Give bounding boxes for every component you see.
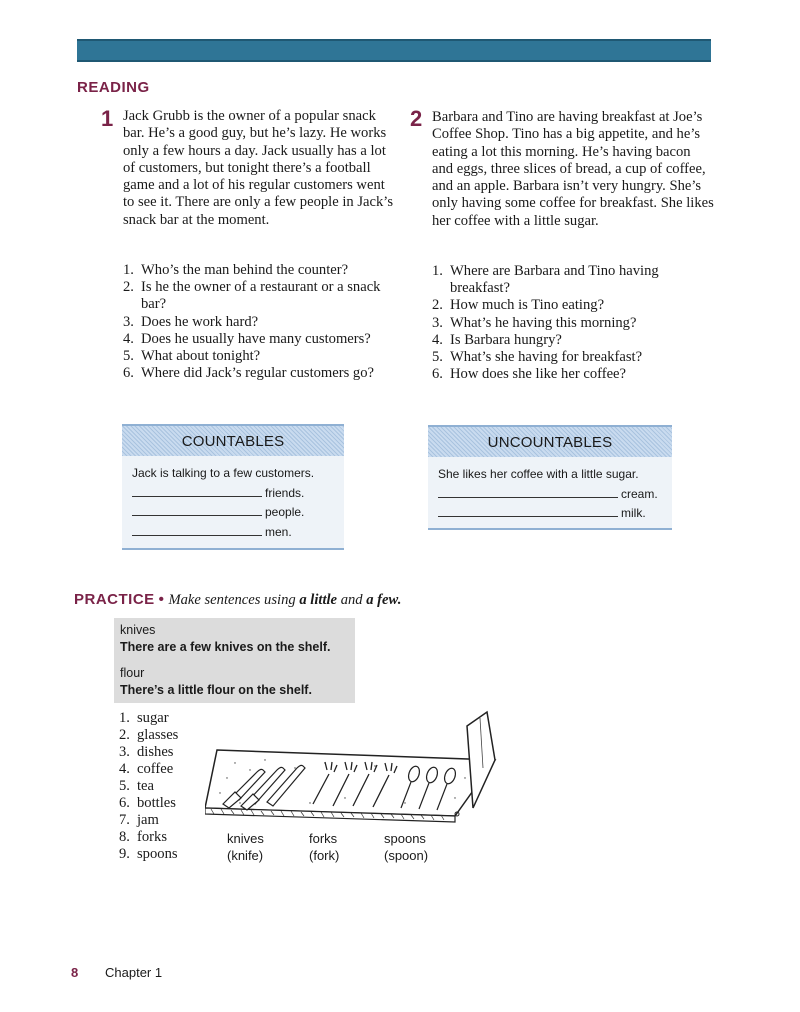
question-item: 3. Does he work hard? <box>123 313 259 330</box>
uncountables-item: milk. <box>621 506 646 520</box>
question-item: 2. How much is Tino eating? <box>432 297 605 314</box>
instruction-text: and <box>337 592 367 608</box>
example-word: flour <box>120 666 145 680</box>
practice-item: 2. glasses <box>119 727 179 743</box>
question-item: 4. Does he usually have many customers? <box>123 330 371 347</box>
practice-item-text: bottles <box>137 795 176 811</box>
caption-singular: (fork) <box>309 848 340 863</box>
countables-example: Jack is talking to a few customers. <box>132 466 315 480</box>
practice-item: 7. jam <box>119 812 159 828</box>
uncountables-body <box>428 457 672 528</box>
practice-item-text: forks <box>137 829 167 845</box>
section-1-questions <box>123 262 408 382</box>
caption-word: knives <box>227 831 264 846</box>
question-text: Where are Barbara and Tino having breakfast? <box>450 263 659 297</box>
uncountables-example: She likes her coffee with a little sugar. <box>438 467 639 481</box>
caption-singular: (knife) <box>227 848 264 863</box>
example-sentence: There’s a little flour on the shelf. <box>120 683 312 697</box>
question-item: 6. Where did Jack’s regular customers go? <box>123 365 375 382</box>
example-sentence: There are a few knives on the shelf. <box>120 640 331 654</box>
section-2-questions <box>432 263 717 383</box>
question-text: How much is Tino eating? <box>450 297 605 314</box>
question-text: Does he usually have many customers? <box>141 330 371 347</box>
uncountables-bottom-rule <box>428 528 672 530</box>
example-word: knives <box>120 623 156 637</box>
question-item: 3. What’s he having this morning? <box>432 314 637 331</box>
question-text: What’s he having this morning? <box>450 314 637 331</box>
practice-item: 6. bottles <box>119 795 176 811</box>
cutlery-drawer-illustration <box>205 708 500 828</box>
practice-item: 5. tea <box>119 778 155 794</box>
countables-line <box>132 503 334 523</box>
practice-items <box>119 710 209 863</box>
caption-knives <box>227 830 264 864</box>
page-number: 8 <box>71 965 79 980</box>
question-text: What about tonight? <box>141 348 261 365</box>
practice-item: 9. spoons <box>119 846 178 862</box>
question-text: Who’s the man behind the counter? <box>141 262 349 278</box>
section-1-passage: Jack Grubb is the owner of a popular snack bar. He’s a good guy, but he’s lazy. He works only a few hours a day. Jack usually has a lot of customers, but tonight there’s a football game and a lot of his regular customers went to see it. There are only a few people in Jack’s snack bar at the moment. <box>123 108 394 228</box>
uncountables-line <box>438 504 662 524</box>
uncountables-title: UNCOUNTABLES <box>428 425 672 457</box>
instruction-term: a little <box>299 592 338 608</box>
practice-item-text: dishes <box>137 744 174 760</box>
practice-item-text: coffee <box>137 761 174 777</box>
caption-word: forks <box>309 831 338 846</box>
uncountables-box <box>428 425 672 528</box>
question-text: What’s she having for breakfast? <box>450 349 643 366</box>
practice-item-text: jam <box>137 812 159 828</box>
practice-item: 3. dishes <box>119 744 174 760</box>
caption-word: spoons <box>384 831 426 846</box>
section-1-number: 1 <box>101 106 114 131</box>
countables-box <box>122 424 344 548</box>
countables-title: COUNTABLES <box>122 424 344 456</box>
question-item: 1. Who’s the man behind the counter? <box>123 262 349 278</box>
practice-heading: PRACTICE <box>74 591 155 608</box>
practice-bullet: • <box>158 591 165 608</box>
chapter-label: Chapter 1 <box>105 965 163 980</box>
instruction-term: a few. <box>366 592 402 608</box>
uncountables-item: cream. <box>621 486 658 501</box>
countables-item: people. <box>265 505 305 519</box>
header-bar <box>77 39 711 62</box>
instruction-text: Make sentences using <box>168 592 300 608</box>
question-item: 5. What’s she having for breakfast? <box>432 349 643 366</box>
practice-item-text: spoons <box>137 846 178 862</box>
practice-item-text: sugar <box>137 710 169 726</box>
practice-example-box <box>114 618 355 703</box>
reading-heading: READING <box>77 79 150 96</box>
countables-item: men. <box>265 524 292 539</box>
countables-line <box>132 523 334 543</box>
countables-line <box>132 484 334 504</box>
question-text: Where did Jack’s regular customers go? <box>141 365 375 382</box>
caption-singular: (spoon) <box>384 848 429 863</box>
countables-bottom-rule <box>122 548 344 550</box>
question-item: 2. Is he the owner of a restaurant or a snack bar? <box>123 279 408 313</box>
question-item: 1. Where are Barbara and Tino having breakfast? <box>432 263 717 297</box>
caption-spoons <box>384 830 428 864</box>
question-item: 5. What about tonight? <box>123 348 261 365</box>
countables-item: friends. <box>265 485 305 500</box>
practice-heading-line <box>74 591 401 609</box>
caption-forks <box>309 830 339 864</box>
countables-body <box>122 456 344 548</box>
practice-item-text: glasses <box>137 727 179 743</box>
uncountables-line <box>438 485 662 505</box>
question-text: How does she like her coffee? <box>450 366 627 383</box>
practice-item: 8. forks <box>119 829 167 845</box>
question-item: 4. Is Barbara hungry? <box>432 331 562 348</box>
question-text: Is he the owner of a restaurant or a snack bar? <box>141 279 381 313</box>
practice-item-text: tea <box>137 778 155 794</box>
practice-item: 4. coffee <box>119 761 174 777</box>
drawer-divider <box>467 712 495 808</box>
section-2-passage: Barbara and Tino are having breakfast at Joe’s Coffee Shop. Tino has a big appetite, and he’s eating a lot this morning. He’s having bacon and eggs, three slices of bread, a cup of coffee, and an apple. Barbara isn’t very hungry. She’s only having some coffee for breakfast. She likes her coffee with a little sugar. <box>432 109 714 229</box>
question-item: 6. How does she like her coffee? <box>432 366 627 383</box>
practice-item: 1. sugar <box>119 710 169 726</box>
section-2-number: 2 <box>410 106 423 131</box>
question-text: Does he work hard? <box>141 313 259 330</box>
question-text: Is Barbara hungry? <box>450 331 562 348</box>
practice-instruction <box>168 592 401 608</box>
